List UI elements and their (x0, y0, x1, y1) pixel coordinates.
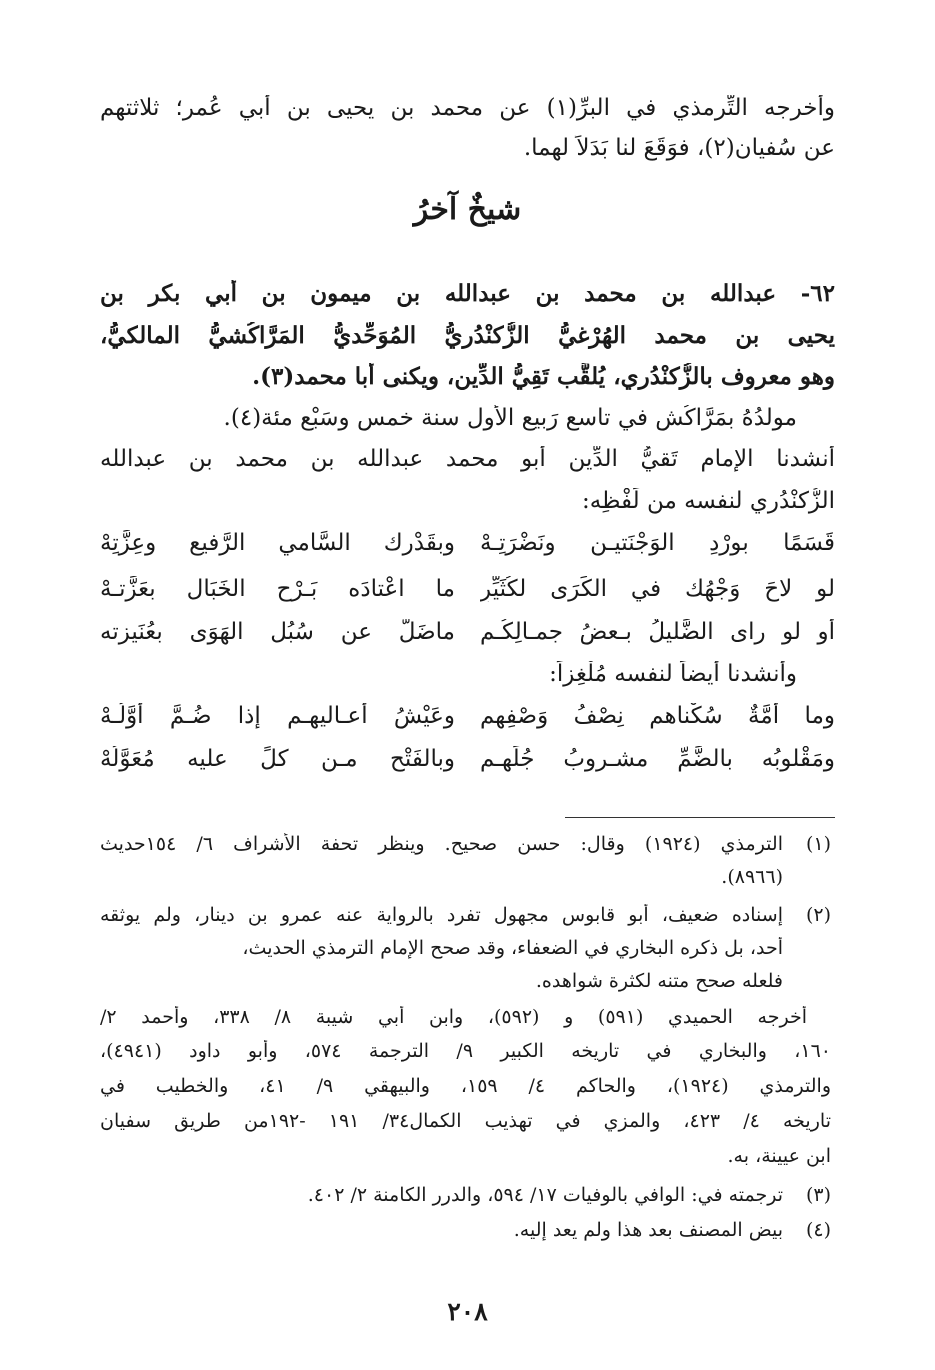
verse-first-hemistich: وما أُمَّةٌ سُكْناهم نِصْفُ وَصْفِهم (480, 703, 835, 729)
footnote-number: (١) (805, 833, 831, 855)
footnote-2-line: ١٦٠، والبخاري في تاريخه الكبير ٩/ الترجمة ٥٧٤، وأبو داود (٤٩٤١)، (100, 1040, 831, 1062)
footnote-2-line: ابن عيينة، به. (727, 1145, 831, 1167)
verse-first-hemistich: لو لاحَ وَجْهُك في الكَرَى لكُثَيِّرٍ (480, 576, 835, 602)
footnote-1-line: (٨٩٦٦). (721, 866, 783, 888)
footnote-number: (٤) (805, 1219, 831, 1241)
footnote-4-line: بيض المصنف بعد هذا ولم يعد إليه. (513, 1219, 783, 1241)
entry-line-1: ٦٢- عبدالله بن محمد بن عبدالله بن ميمون بن أبي بكر بن (100, 280, 835, 307)
verse-first-hemistich: قَسَمًا بورْدِ الوَجْنَتيـن ونَضْرَتِـهْ (480, 530, 835, 556)
entry-line-2: يحيى بن محمد الهُرْغيُّ الزُّكنْدُريُّ المُوَحِّديُّ المَرَّاكُشيُّ المالكيُّ، (100, 322, 835, 349)
footnote-3-line: ترجمته في: الوافي بالوفيات ١٧/ ٥٩٤، والدرر الكامنة ٢/ ٤٠٢. (307, 1184, 783, 1206)
footnote-2-line: فلعله صحح متنه لكثرة شواهده. (535, 970, 783, 992)
recital-line-2: الزُّكنْدُري لنفسه من لَفْظِه: (582, 488, 835, 514)
footnote-2-line: إسناده ضعيف، أبو قابوس مجهول تفرد بالرواية عنه عمرو بن دينار، ولم يوثقه (100, 904, 783, 926)
verse-second-hemistich: ماضَلَّ عن سُبُل الهَوَى بعُنَيزته (100, 619, 455, 645)
intro-line-2: عن سُفيان(٢)، فوَقَعَ لنا بَدَلاً لهما. (523, 135, 835, 161)
footnote-2-line: أخرجه الحميدي (٥٩١) و (٥٩٢)، وابن أبي شيبة ٨/ ٣٣٨، وأحمد ٢/ (100, 1006, 807, 1028)
recital-line-1: أنشدنا الإمام تَقيُّ الدِّين أبو محمد عبدالله بن محمد بن عبدالله (100, 446, 835, 472)
verse-second-hemistich: وبقَدْرك السَّامي الرَّفيع وعِزَّتِهْ (100, 530, 455, 556)
birth-line: مولدُهُ بمَرَّاكُش في تاسع رَبيع الأول سنة خمسٍ وسَبْع مئة(٤). (223, 405, 797, 431)
page-number: ٢٠٨ (447, 1297, 488, 1326)
verse-row (100, 530, 835, 570)
verse-row (100, 746, 835, 786)
footnote-2-line: تاريخه ٤/ ٤٢٣، والمزي في تهذيب الكمال٣٤/ ١٩١ -١٩٢من طريق سفيان (100, 1110, 831, 1132)
verse-first-hemistich: أو لو راى الضَّليلُ بـعضُ جمـالِكُـم (480, 619, 835, 645)
intro-line-1: وأخرجه التِّرمذي في البرِّ(١) عن محمد بن يحيى بن أبي عُمر؛ ثلاثتهم (100, 95, 835, 121)
verse-second-hemistich: وبالفَتْحِ مـن كلٍّ عليه مُعَوَّلُهْ (100, 746, 455, 772)
footnote-1-line: الترمذي (١٩٢٤) وقال: حسن صحيح. وينظر تحفة الأشراف ٦/ ١٥٤حديث (100, 833, 783, 855)
verse-second-hemistich: ما اعْتادَه بَـرْح الخَبَال بعَزَّتـهْ (100, 576, 455, 602)
verse-row (100, 703, 835, 743)
footnote-number: (٣) (805, 1184, 831, 1206)
entry-line-3: وهو معروف بالزُّكنْدُري، يُلقَّب تَقِيُّ الدِّين، ويكنى أبا محمد(٣). (252, 363, 835, 390)
verse-row (100, 576, 835, 616)
verse-row (100, 619, 835, 659)
verse-first-hemistich: ومَقْلوبُه بالضَّمِّ مشـروبُ جُلِّهـم (480, 746, 835, 772)
verse-second-hemistich: وعَيْشُ أعـاليهـم إذا ضُـمَّ أوَّلُـهْ (100, 703, 455, 729)
footnote-number: (٢) (805, 904, 831, 926)
footnote-2-line: والترمذي (١٩٢٤)، والحاكم ٤/ ١٥٩، والبيهقي ٩/ ٤١، والخطيب في (100, 1075, 831, 1097)
footnote-2-line: أحد، بل ذكره البخاري في الضعفاء، وقد صحح الإمام الترمذي الحديث، (242, 937, 783, 959)
recital-2-line: وأنشدنا أيضاً لنفسه مُلْغِزاً: (549, 661, 797, 687)
footnote-divider (565, 817, 835, 818)
section-heading: شيخٌ آخرُ (413, 192, 522, 227)
